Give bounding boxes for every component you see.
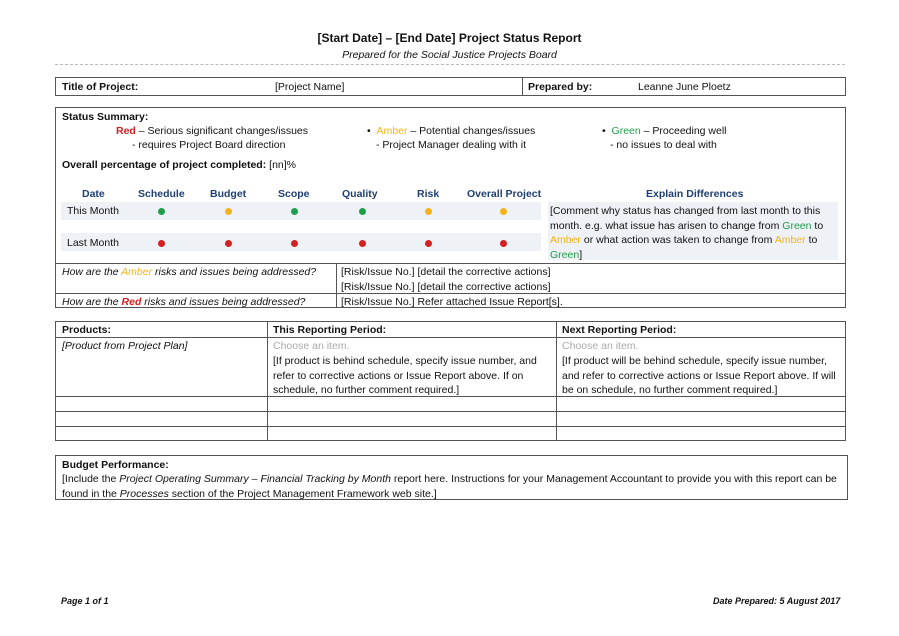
red-answer[interactable]: [Risk/Issue No.] Refer attached Issue Report[s].	[341, 296, 563, 308]
amber-question: How are the Amber risks and issues being addressed?	[62, 266, 317, 278]
page-number: Page 1 of 1	[61, 596, 109, 606]
status-dot-schedule-red[interactable]	[158, 240, 165, 247]
products-table	[55, 321, 846, 441]
status-summary-heading: Status Summary:	[62, 111, 149, 123]
amber-answer-2[interactable]: [Risk/Issue No.] [detail the corrective actions]	[341, 281, 551, 293]
this-period-dropdown[interactable]: Choose an item.	[273, 340, 350, 352]
overall-percentage: Overall percentage of project completed: [nn]%	[62, 159, 297, 171]
red-question: How are the Red risks and issues being addressed?	[62, 296, 306, 308]
legend-amber: • Amber – Potential changes/issues	[367, 125, 536, 137]
budget-text[interactable]: [Include the Project Operating Summary – Financial Tracking by Month report here. Instructions for your Management Accountant to provide you with this report can be found in the Processes section of the Project Management Framework web site.]	[62, 473, 837, 500]
col-date: Date	[82, 188, 105, 200]
next-period-dropdown[interactable]: Choose an item.	[562, 340, 639, 352]
project-title-label: Title of Project:	[62, 81, 139, 93]
legend-red-detail: - requires Project Board direction	[132, 139, 286, 151]
status-dot-schedule-green[interactable]	[158, 208, 165, 215]
products-header: Products:	[62, 324, 112, 336]
report-subtitle: Prepared for the Social Justice Projects Board	[342, 49, 557, 61]
status-dot-budget-red[interactable]	[225, 240, 232, 247]
col-explain-differences: Explain Differences	[646, 188, 744, 200]
budget-performance-section	[55, 455, 848, 500]
explain-differences-text[interactable]: [Comment why status has changed from last month to this month. e.g. what issue has arisen to change from Green to Amber or what action was taken to change from Amber to Green]	[550, 205, 824, 261]
col-quality: Quality	[342, 188, 378, 200]
col-schedule: Schedule	[138, 188, 185, 200]
prepared-by-label: Prepared by:	[528, 81, 593, 93]
col-scope: Scope	[278, 188, 310, 200]
date-prepared: Date Prepared: 5 August 2017	[713, 596, 841, 606]
bullet-icon: •	[602, 125, 606, 137]
next-period-header: Next Reporting Period:	[562, 324, 677, 336]
product-cell[interactable]: [Product from Project Plan]	[62, 340, 188, 352]
status-dot-scope-green[interactable]	[291, 208, 298, 215]
col-risk: Risk	[417, 188, 440, 200]
row-label-last-month: Last Month	[67, 237, 119, 249]
project-title-row	[55, 77, 846, 96]
legend-green-detail: - no issues to deal with	[610, 139, 717, 151]
status-dot-quality-green[interactable]	[359, 208, 366, 215]
this-period-header: This Reporting Period:	[273, 324, 387, 336]
col-budget: Budget	[210, 188, 247, 200]
status-dot-budget-amber[interactable]	[225, 208, 232, 215]
header-divider	[55, 64, 845, 65]
budget-heading: Budget Performance:	[62, 459, 169, 471]
row-label-this-month: This Month	[67, 205, 119, 217]
status-dot-quality-red[interactable]	[359, 240, 366, 247]
status-dot-risk-red[interactable]	[425, 240, 432, 247]
amber-answer-1[interactable]: [Risk/Issue No.] [detail the corrective actions]	[341, 266, 551, 278]
prepared-by-value[interactable]: Leanne June Ploetz	[638, 81, 731, 93]
bullet-icon: •	[367, 125, 371, 137]
report-title: [Start Date] – [End Date] Project Status Report	[317, 31, 582, 45]
status-dot-scope-red[interactable]	[291, 240, 298, 247]
status-dot-risk-amber[interactable]	[425, 208, 432, 215]
status-dot-overall-amber[interactable]	[500, 208, 507, 215]
legend-amber-detail: - Project Manager dealing with it	[376, 139, 526, 151]
status-dot-overall-red[interactable]	[500, 240, 507, 247]
legend-green: • Green – Proceeding well	[602, 125, 727, 137]
status-summary-section	[55, 107, 846, 308]
col-overall-project: Overall Project	[467, 188, 542, 200]
legend-red: Red – Serious significant changes/issues	[116, 125, 309, 137]
next-period-text[interactable]: [If product will be behind schedule, specify issue number, and refer to corrective actions or Issue Report above. If will be on schedule, no further comment required.]	[562, 355, 836, 396]
this-period-text[interactable]: [If product is behind schedule, specify issue number, and refer to corrective actions or Issue Report above. If on schedule, no further comment required.]	[273, 355, 537, 396]
project-title-value[interactable]: [Project Name]	[275, 81, 345, 93]
status-row-shade	[61, 233, 541, 251]
status-row-shade	[61, 202, 541, 220]
overall-percentage-value[interactable]: [nn]%	[269, 159, 297, 171]
